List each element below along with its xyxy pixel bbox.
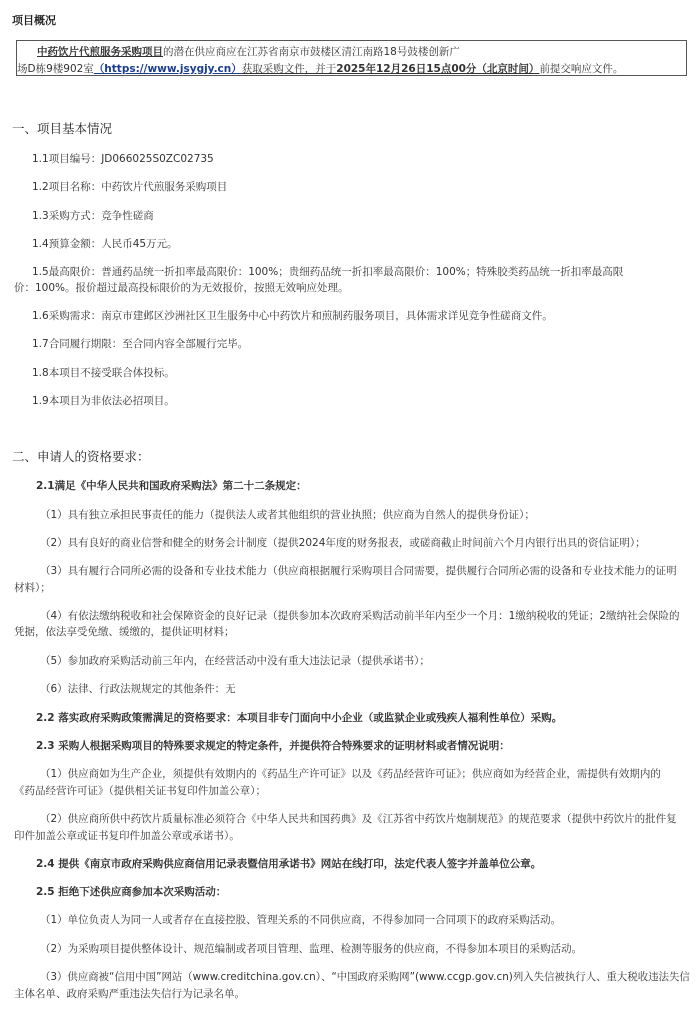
- s23-heading: 2.3 采购人根据采购项目的特殊要求规定的特定条件，并提供符合特殊要求的证明材料或者情况说明：: [36, 740, 510, 752]
- s23-item-2-cont: 印件加盖公章或证书复印件加盖公章或承诺书）。: [14, 830, 240, 842]
- s1-item-1: 1.1项目编号：JD066025S0ZC02735: [32, 153, 214, 165]
- s23-item-2: （2）供应商所供中药饮片质量标准必须符合《中华人民共和国药典》及《江苏省中药饮片炮制规范》的规范要求（提供中药饮片的批件复: [40, 813, 677, 825]
- s24-heading: 2.4 提供《南京市政府采购供应商信用记录表暨信用承诺书》网站在线打印，法定代表人签字并盖单位公章。: [36, 858, 542, 870]
- s21-item-5: （5）参加政府采购活动前三年内，在经营活动中没有重大违法记录（提供承诺书）；: [40, 655, 430, 667]
- obtain-text: 获取采购文件，并于: [241, 63, 337, 75]
- s1-item-5-cont: 价：100%。报价超过最高投标限价的为无效报价，按照无效响应处理。: [14, 282, 349, 294]
- s1-item-4: 1.4预算金额：人民币45万元。: [32, 238, 178, 250]
- overview-box: [16, 40, 687, 76]
- overview-line1-text: 的潜在供应商应在江苏省南京市鼓楼区清江南路18号鼓楼创新广: [163, 46, 460, 58]
- s1-item-7: 1.7合同履行期限：至合同内容全部履行完毕。: [32, 338, 249, 350]
- s1-item-6: 1.6采购需求：南京市建邺区沙洲社区卫生服务中心中药饮片和煎制药服务项目，具体需求详见竞争性磋商文件。: [32, 310, 553, 322]
- s1-item-9: 1.9本项目为非依法必招项目。: [32, 395, 175, 407]
- overview-line-2: [17, 61, 623, 76]
- s21-item-3-cont: 材料）；: [14, 582, 51, 594]
- s1-item-5: 1.5最高限价：普通药品统一折扣率最高限价：100%；贵细药品统一折扣率最高限价：100%；特殊胶类药品统一折扣率最高限: [32, 266, 624, 278]
- overview-address-tail: 场D栋9楼902室: [17, 63, 94, 75]
- s21-item-4: （4）有依法缴纳税收和社会保障资金的良好记录（提供参加本次政府采购活动前半年内至少一个月：1缴纳税收的凭证；2缴纳社会保险的: [40, 610, 680, 622]
- s25-item-3: （3）供应商被“信用中国”网站（www.creditchina.gov.cn）、“中国政府采购网”(www.ccgp.gov.cn)列入失信被执行人、重大税收违法失信: [40, 971, 690, 983]
- s21-heading: 2.1满足《中华人民共和国政府采购法》第二十二条规定：: [36, 480, 307, 492]
- section1-heading: 一、项目基本情况: [12, 121, 113, 136]
- deadline-datetime: 2025年12月26日15点00分（北京时间）: [336, 63, 540, 75]
- overview-line2-suffix: 前提交响应文件。: [539, 63, 624, 75]
- s25-item-1: （1）单位负责人为同一人或者存在直接控股、管理关系的不同供应商，不得参加同一合同项下的政府采购活动。: [40, 914, 562, 926]
- s25-item-3-cont: 主体名单、政府采购严重违法失信行为记录名单。: [14, 988, 245, 1000]
- s21-item-1: （1）具有独立承担民事责任的能力（提供法人或者其他组织的营业执照；供应商为自然人的提供身份证）；: [40, 509, 535, 521]
- site-link[interactable]: （https://www.jsygjy.cn）: [93, 63, 242, 75]
- project-name-link[interactable]: 中药饮片代煎服务采购项目: [37, 46, 163, 58]
- section2-heading: 二、申请人的资格要求：: [12, 449, 150, 464]
- s21-item-3: （3）具有履行合同所必需的设备和专业技术能力（供应商根据履行采购项目合同需要，提供履行合同所必需的设备和专业技术能力的证明: [40, 565, 677, 577]
- overview-line-1: [37, 44, 460, 59]
- s25-heading: 2.5 拒绝下述供应商参加本次采购活动：: [36, 886, 227, 898]
- s22-heading: 2.2 落实政府采购政策需满足的资格要求：本项目非专门面向中小企业（或监狱企业或残疾人福利性单位）采购。: [36, 712, 563, 724]
- s23-item-1-cont: 《药品经营许可证》（提供相关证书复印件加盖公章）；: [14, 785, 266, 797]
- s1-item-8: 1.8本项目不接受联合体投标。: [32, 367, 175, 379]
- overview-title: 项目概况: [12, 14, 56, 27]
- s25-item-2: （2）为采购项目提供整体设计、规范编制或者项目管理、监理、检测等服务的供应商，不得参加本项目的采购活动。: [40, 943, 583, 955]
- s1-item-2: 1.2项目名称：中药饮片代煎服务采购项目: [32, 181, 228, 193]
- s1-item-3: 1.3采购方式：竞争性磋商: [32, 210, 154, 222]
- s21-item-6: （6）法律、行政法规规定的其他条件：无: [40, 683, 236, 695]
- s21-item-2: （2）具有良好的商业信誉和健全的财务会计制度（提供2024年度的财务报表，或磋商截止时间前六个月内银行出具的资信证明）；: [40, 537, 646, 549]
- s21-item-4-cont: 凭据，依法享受免缴、缓缴的，提供证明材料；: [14, 626, 235, 638]
- s23-item-1: （1）供应商如为生产企业，须提供有效期内的《药品生产许可证》以及《药品经营许可证》；供应商如为经营企业，需提供有效期内的: [40, 768, 661, 780]
